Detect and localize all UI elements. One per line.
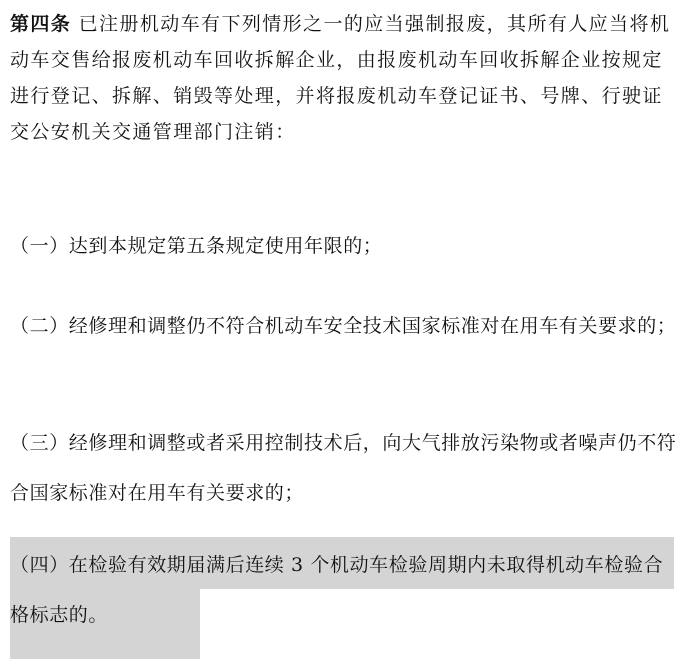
list-item-3: （三）经修理和调整或者采用控制技术后，向大气排放污染物或者噪声仍不符合国家标准对在用车有关要求的； bbox=[10, 432, 677, 504]
article-paragraph bbox=[10, 6, 682, 150]
article-text: 已注册机动车有下列情形之一的应当强制报废，其所有人应当将机动车交售给报废机动车回收拆解企业，由报废机动车回收拆解企业按规定进行登记、拆解、销毁等处理，并将报废机动车登记证书、号牌、行驶证交公安机关交通管理部门注销： bbox=[10, 13, 671, 143]
list-item-1: （一）达到本规定第五条规定使用年限的； bbox=[10, 235, 383, 257]
list-item-2: （二）经修理和调整仍不符合机动车安全技术国家标准对在用车有关要求的； bbox=[10, 315, 677, 337]
list-item-4-highlighted bbox=[10, 540, 682, 640]
list-item-4-text: （四）在检验有效期届满后连续 3 个机动车检验周期内未取得机动车检验合格标志的。 bbox=[10, 554, 664, 626]
article-number: 第四条 bbox=[10, 13, 72, 35]
